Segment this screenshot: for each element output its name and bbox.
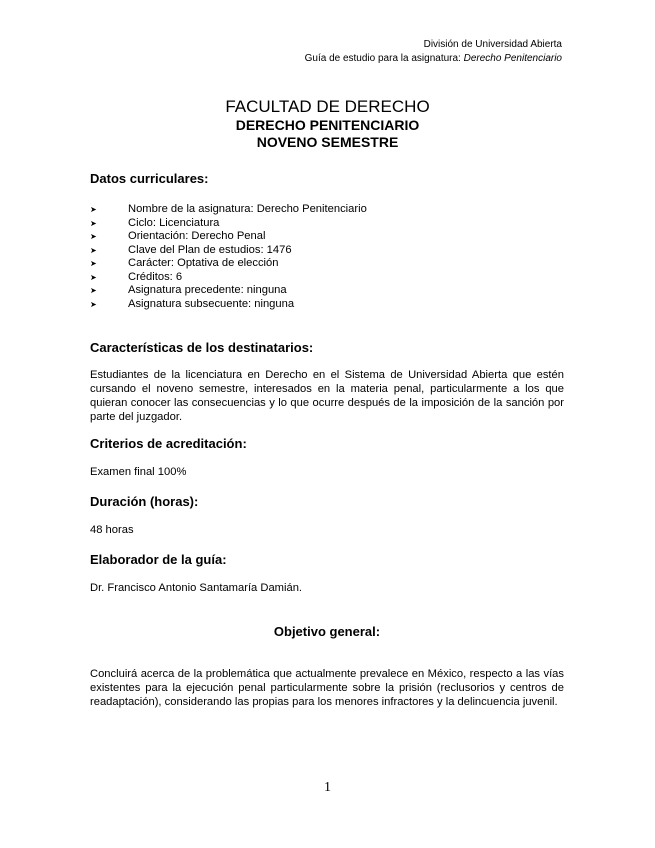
- arrowhead-bullet-icon: ➤: [90, 299, 97, 309]
- arrowhead-bullet-icon: ➤: [90, 205, 97, 214]
- criterios-heading: Criterios de acreditación:: [90, 436, 247, 451]
- list-item-text: Créditos: 6: [128, 270, 183, 283]
- header-division: División de Universidad Abierta: [423, 39, 562, 50]
- destinatarios-section: [90, 340, 564, 424]
- objetivo-heading: Objetivo general:: [273, 624, 381, 639]
- header-guide-subject: Derecho Penitenciario: [463, 53, 562, 64]
- arrowhead-bullet-icon: ➤: [90, 218, 97, 228]
- arrowhead-bullet-icon: ➤: [90, 232, 97, 241]
- list-item-text: Asignatura precedente: ninguna: [128, 284, 287, 296]
- elaborador-heading: Elaborador de la guía:: [90, 552, 227, 567]
- arrowhead-bullet-icon: ➤: [90, 272, 97, 282]
- criterios-text: Examen final 100%: [90, 466, 187, 478]
- list-item-text: Orientación: Derecho Penal: [128, 230, 266, 242]
- list-item: [90, 230, 564, 244]
- list-item: [90, 244, 564, 258]
- arrowhead-bullet-icon: ➤: [90, 259, 97, 268]
- destinatarios-heading: Características de los destinatarios:: [90, 340, 314, 355]
- duracion-section: [90, 494, 564, 537]
- destinatarios-text: Estudiantes de la licenciatura en Derecho en el Sistema de Universidad Abierta que estén cursando el noveno semestre, interesados en la materia penal, particularmente a los que quieran conocer las consecuencias y lo que ocurre después de la imposición de la sanción por parte del juzgador.: [90, 369, 564, 423]
- arrowhead-bullet-icon: ➤: [90, 245, 97, 255]
- duracion-heading: Duración (horas):: [90, 494, 199, 509]
- list-item-text: Nombre de la asignatura: Derecho Penitenciario: [128, 203, 367, 215]
- criterios-section: [90, 436, 564, 479]
- arrowhead-bullet-icon: ➤: [90, 286, 97, 295]
- elaborador-section: [90, 552, 564, 595]
- list-item: [90, 217, 564, 231]
- list-item: [90, 284, 564, 298]
- objetivo-section: [90, 624, 564, 709]
- page-number: 1: [324, 780, 331, 795]
- header-guide-prefix: Guía de estudio para la asignatura:: [304, 53, 464, 64]
- list-item-text: Ciclo: Licenciatura: [128, 216, 220, 229]
- duracion-text: 48 horas: [90, 524, 134, 536]
- list-item-text: Carácter: Optativa de elección: [128, 257, 279, 269]
- list-item-text: Clave del Plan de estudios: 1476: [128, 243, 292, 256]
- faculty-title: FACULTAD DE DERECHO: [225, 97, 430, 116]
- header-guide: [305, 52, 562, 65]
- title-block: [0, 97, 655, 151]
- datos-heading: Datos curriculares:: [90, 171, 209, 186]
- elaborador-text: Dr. Francisco Antonio Santamaría Damián.: [90, 582, 303, 594]
- list-item-text: Asignatura subsecuente: ninguna: [128, 297, 295, 310]
- list-item: [90, 271, 564, 285]
- datos-list: [90, 203, 564, 311]
- datos-section: [90, 171, 564, 311]
- list-item: [90, 257, 564, 271]
- semester-title: NOVENO SEMESTRE: [256, 134, 399, 150]
- objetivo-text: Concluirá acerca de la problemática que actualmente prevalece en México, respecto a las vías existentes para la ejecución penal particularmente sobre la prisión (reclusorios y centros de readaptación), considerando las propias para los menores infractores y la delincuencia juvenil.: [90, 668, 564, 708]
- course-title: DERECHO PENITENCIARIO: [235, 117, 420, 133]
- list-item: [90, 298, 564, 312]
- list-item: [90, 203, 564, 217]
